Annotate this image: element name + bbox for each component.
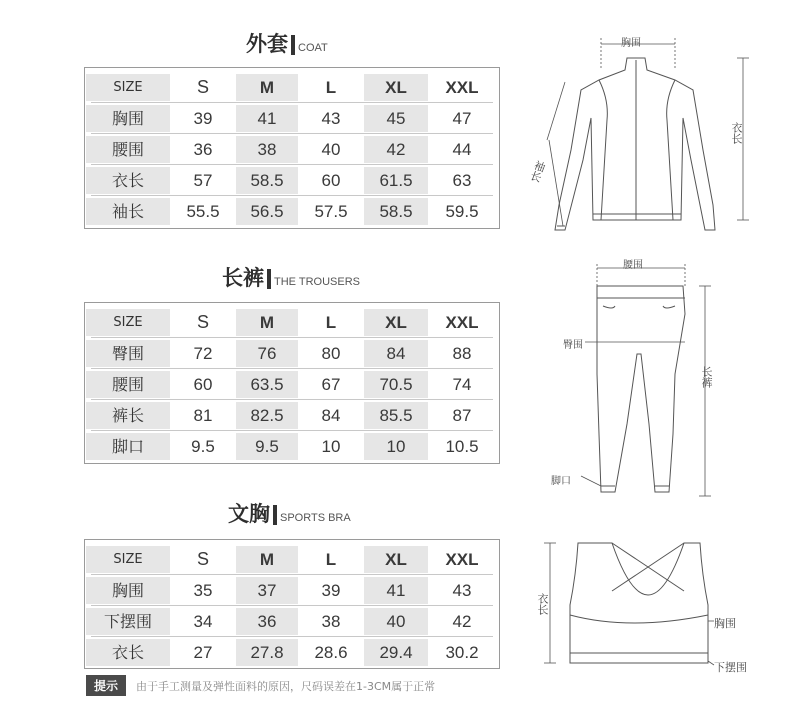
cell-l: 60 [321, 171, 341, 190]
bra-hem-label: 下摆围 [714, 661, 747, 674]
bra-length-label: 衣长 [536, 593, 549, 615]
cell-xxl: 43 [452, 581, 472, 600]
row-label: 腰围 [86, 136, 170, 163]
cell-xxl: 44 [452, 140, 472, 159]
table-row [85, 369, 499, 400]
row-label: 裤长 [86, 402, 170, 429]
title-divider [267, 269, 271, 289]
bra-diagram [530, 535, 760, 685]
cell-s: 34 [193, 612, 213, 631]
trousers-hip-label: 臀围 [563, 340, 583, 351]
header-size: SIZE [86, 74, 170, 101]
header-size: SIZE [86, 546, 170, 573]
cell-xl: 40 [364, 608, 428, 635]
cell-xxl: 88 [452, 344, 472, 363]
table-row [85, 134, 499, 165]
row-label: 衣长 [86, 167, 170, 194]
row-label: 腰围 [86, 371, 170, 398]
tip-tag: 提示 [86, 675, 126, 696]
cell-m: 58.5 [236, 167, 298, 194]
cell-s: 81 [193, 406, 213, 425]
coat-title [246, 34, 328, 55]
row-label: 胸围 [86, 577, 170, 604]
row-label: 胸围 [86, 105, 170, 132]
bra-chest-label: 胸围 [714, 617, 736, 630]
header-xl: XL [364, 546, 428, 573]
cell-xxl: 42 [452, 612, 472, 631]
header-s: S [196, 549, 209, 569]
cell-m: 56.5 [236, 198, 298, 225]
cell-xl: 84 [364, 340, 428, 367]
trousers-title [222, 268, 360, 289]
cell-xxl: 87 [452, 406, 472, 425]
header-s: S [196, 312, 209, 332]
title-divider [273, 505, 277, 525]
table-header-row [85, 72, 499, 103]
cell-m: 82.5 [236, 402, 298, 429]
table-header-row [85, 544, 499, 575]
cell-m: 37 [236, 577, 298, 604]
coat-size-table [84, 67, 500, 229]
cell-s: 27 [193, 643, 213, 662]
cell-l: 57.5 [314, 202, 348, 221]
cell-xl: 29.4 [364, 639, 428, 666]
table-row [85, 575, 499, 606]
header-size: SIZE [86, 309, 170, 336]
table-row [85, 400, 499, 431]
row-label: 下摆围 [86, 608, 170, 635]
cell-xxl: 59.5 [445, 202, 479, 221]
header-xxl: XXL [445, 78, 479, 97]
cell-s: 36 [193, 140, 213, 159]
cell-s: 35 [193, 581, 213, 600]
header-s: S [196, 77, 209, 97]
header-m: M [236, 309, 298, 336]
bra-title-cn: 文胸 [228, 502, 270, 526]
trousers-illustration [545, 254, 745, 504]
trousers-hem-label: 脚口 [551, 476, 571, 487]
cell-l: 38 [321, 612, 341, 631]
cell-l: 43 [321, 109, 341, 128]
cell-l: 39 [321, 581, 341, 600]
cell-xl: 45 [364, 105, 428, 132]
cell-xl: 70.5 [364, 371, 428, 398]
cell-xl: 58.5 [364, 198, 428, 225]
cell-m: 36 [236, 608, 298, 635]
bra-title-en: SPORTS BRA [280, 512, 351, 524]
header-xl: XL [364, 309, 428, 336]
header-xxl: XXL [445, 550, 479, 569]
cell-s: 72 [193, 344, 213, 363]
cell-l: 67 [321, 375, 341, 394]
cell-s: 39 [193, 109, 213, 128]
bra-size-table [84, 539, 500, 669]
cell-l: 40 [321, 140, 341, 159]
cell-s: 55.5 [186, 202, 220, 221]
header-xl: XL [364, 74, 428, 101]
trousers-diagram [545, 254, 745, 504]
cell-m: 9.5 [236, 433, 298, 460]
coat-length-label: 衣长 [730, 122, 743, 144]
cell-xxl: 63 [452, 171, 472, 190]
cell-xl: 61.5 [364, 167, 428, 194]
cell-m: 76 [236, 340, 298, 367]
trousers-title-en: THE TROUSERS [274, 276, 360, 288]
row-label: 臀围 [86, 340, 170, 367]
coat-title-cn: 外套 [246, 32, 288, 56]
cell-m: 41 [236, 105, 298, 132]
header-l: L [325, 550, 337, 569]
title-divider [291, 35, 295, 55]
cell-l: 80 [321, 344, 341, 363]
header-m: M [236, 74, 298, 101]
row-label: 脚口 [86, 433, 170, 460]
trousers-waist-label: 腰围 [623, 260, 643, 271]
cell-xxl: 47 [452, 109, 472, 128]
cell-xl: 10 [364, 433, 428, 460]
coat-chest-label: 胸围 [621, 38, 641, 49]
cell-s: 9.5 [191, 437, 215, 456]
cell-s: 57 [193, 171, 213, 190]
table-row [85, 196, 499, 227]
table-row [85, 431, 499, 462]
tip-text: 由于手工测量及弹性面料的原因，尺码误差在1-3CM属于正常 [136, 679, 436, 693]
cell-l: 84 [321, 406, 341, 425]
row-label: 袖长 [86, 198, 170, 225]
cell-xxl: 10.5 [445, 437, 479, 456]
header-l: L [325, 313, 337, 332]
table-row [85, 165, 499, 196]
table-row [85, 338, 499, 369]
header-l: L [325, 78, 337, 97]
table-header-row [85, 307, 499, 338]
coat-sleeve-label: 袖长 [527, 158, 548, 184]
trousers-size-table [84, 302, 500, 464]
table-row [85, 103, 499, 134]
cell-xl: 42 [364, 136, 428, 163]
table-row [85, 606, 499, 637]
cell-l: 10 [321, 437, 341, 456]
coat-illustration [505, 30, 755, 240]
header-m: M [236, 546, 298, 573]
table-row [85, 637, 499, 668]
size-tip [86, 675, 435, 696]
cell-m: 38 [236, 136, 298, 163]
trousers-length-label: 长裤 [700, 366, 713, 388]
cell-xxl: 30.2 [445, 643, 479, 662]
cell-s: 60 [193, 375, 213, 394]
row-label: 衣长 [86, 639, 170, 666]
header-xxl: XXL [445, 313, 479, 332]
bra-title [228, 504, 351, 525]
cell-xl: 85.5 [364, 402, 428, 429]
coat-diagram [505, 30, 755, 240]
coat-title-en: COAT [298, 42, 328, 54]
trousers-title-cn: 长裤 [222, 266, 264, 290]
cell-m: 63.5 [236, 371, 298, 398]
cell-l: 28.6 [314, 643, 348, 662]
cell-xxl: 74 [452, 375, 472, 394]
cell-m: 27.8 [236, 639, 298, 666]
cell-xl: 41 [364, 577, 428, 604]
